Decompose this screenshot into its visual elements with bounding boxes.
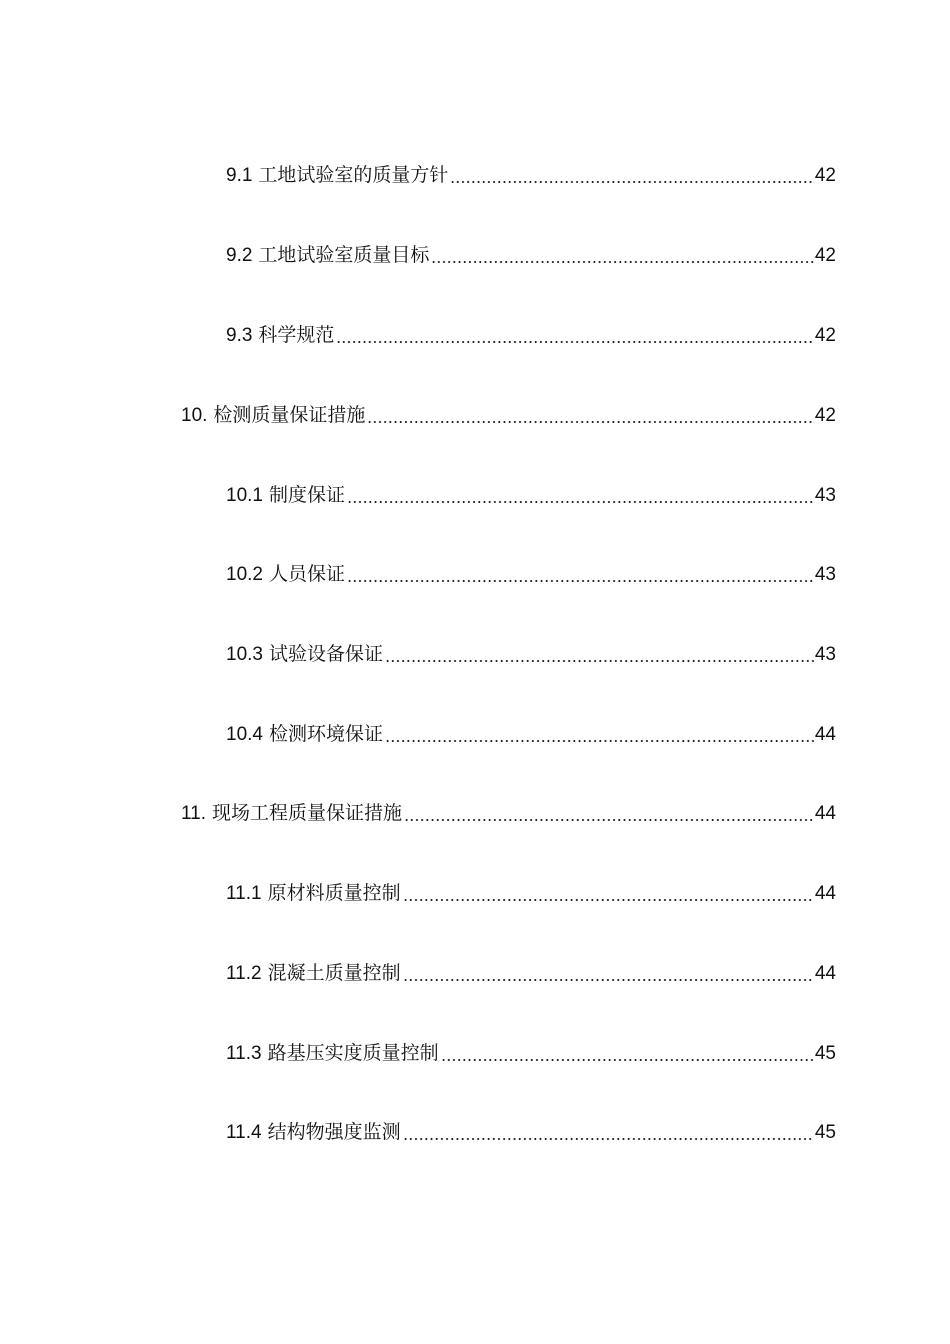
toc-entry-title: 结构物强度监测 xyxy=(267,1122,401,1143)
toc-entry-title: 人员保证 xyxy=(268,564,345,585)
toc-entry-number: 10.3 xyxy=(226,644,263,665)
toc-entry-number: 9.3 xyxy=(226,325,253,346)
dot-leader xyxy=(367,420,813,424)
toc-entry-number: 10.2 xyxy=(226,564,263,585)
toc-entry-11-3[interactable] xyxy=(226,1036,836,1066)
toc-entry-number: 9.2 xyxy=(226,245,253,266)
toc-entry-10-4[interactable] xyxy=(226,717,836,747)
toc-entry-11[interactable] xyxy=(181,796,836,826)
toc-entry-title: 科学规范 xyxy=(258,325,335,346)
toc-entry-page: 44 xyxy=(814,724,836,745)
dot-leader xyxy=(403,1137,814,1141)
toc-entry-page: 44 xyxy=(814,963,836,984)
toc-entry-page: 44 xyxy=(814,883,836,904)
toc-entry-10-3[interactable] xyxy=(226,637,836,667)
toc-entry-number: 11.3 xyxy=(226,1043,262,1064)
toc-entry-page: 42 xyxy=(814,245,836,266)
toc-entry-number: 11.4 xyxy=(226,1122,262,1143)
dot-leader xyxy=(336,340,813,344)
dot-leader xyxy=(347,500,814,504)
toc-entry-title: 现场工程质量保证措施 xyxy=(212,803,403,824)
toc-entry-9-1[interactable] xyxy=(226,158,836,188)
toc-entry-title: 原材料质量控制 xyxy=(267,883,401,904)
toc-entry-10-2[interactable] xyxy=(226,557,836,587)
toc-entry-page: 44 xyxy=(814,803,836,824)
toc-entry-number: 10.4 xyxy=(226,724,263,745)
toc-entry-number: 11. xyxy=(181,803,207,824)
toc-entry-number: 9.1 xyxy=(226,165,253,186)
toc-entry-page: 42 xyxy=(814,405,836,426)
dot-leader xyxy=(347,579,814,583)
dot-leader xyxy=(403,898,814,902)
toc-entry-title: 检测环境保证 xyxy=(268,724,383,745)
toc-entry-9-2[interactable] xyxy=(226,238,836,268)
toc-entry-title: 试验设备保证 xyxy=(268,644,383,665)
dot-leader xyxy=(431,260,813,264)
toc-entry-number: 10. xyxy=(181,405,208,426)
toc-entry-number: 10.1 xyxy=(226,485,263,506)
toc-entry-11-4[interactable] xyxy=(226,1115,836,1145)
dot-leader xyxy=(385,659,814,663)
toc-entry-title: 工地试验室的质量方针 xyxy=(258,165,449,186)
toc-entry-page: 43 xyxy=(814,485,836,506)
toc-entry-title: 混凝土质量控制 xyxy=(267,963,401,984)
dot-leader xyxy=(441,1058,814,1062)
toc-entry-page: 43 xyxy=(814,564,836,585)
toc-entry-page: 45 xyxy=(814,1043,836,1064)
toc-entry-page: 42 xyxy=(814,165,836,186)
toc-entry-10[interactable] xyxy=(181,398,836,428)
toc-entry-9-3[interactable] xyxy=(226,318,836,348)
toc-entry-10-1[interactable] xyxy=(226,478,836,508)
dot-leader xyxy=(385,739,814,743)
toc-entry-number: 11.1 xyxy=(226,883,262,904)
dot-leader xyxy=(450,180,813,184)
dot-leader xyxy=(403,978,814,982)
toc-entry-page: 42 xyxy=(814,325,836,346)
toc-entry-11-1[interactable] xyxy=(226,876,836,906)
toc-entry-number: 11.2 xyxy=(226,963,262,984)
toc-entry-11-2[interactable] xyxy=(226,956,836,986)
toc-entry-title: 路基压实度质量控制 xyxy=(267,1043,439,1064)
toc-entry-title: 工地试验室质量目标 xyxy=(258,245,430,266)
dot-leader xyxy=(404,818,814,822)
toc-entry-page: 45 xyxy=(814,1122,836,1143)
toc-entry-title: 检测质量保证措施 xyxy=(213,405,366,426)
toc-entry-page: 43 xyxy=(814,644,836,665)
toc-entry-title: 制度保证 xyxy=(268,485,345,506)
